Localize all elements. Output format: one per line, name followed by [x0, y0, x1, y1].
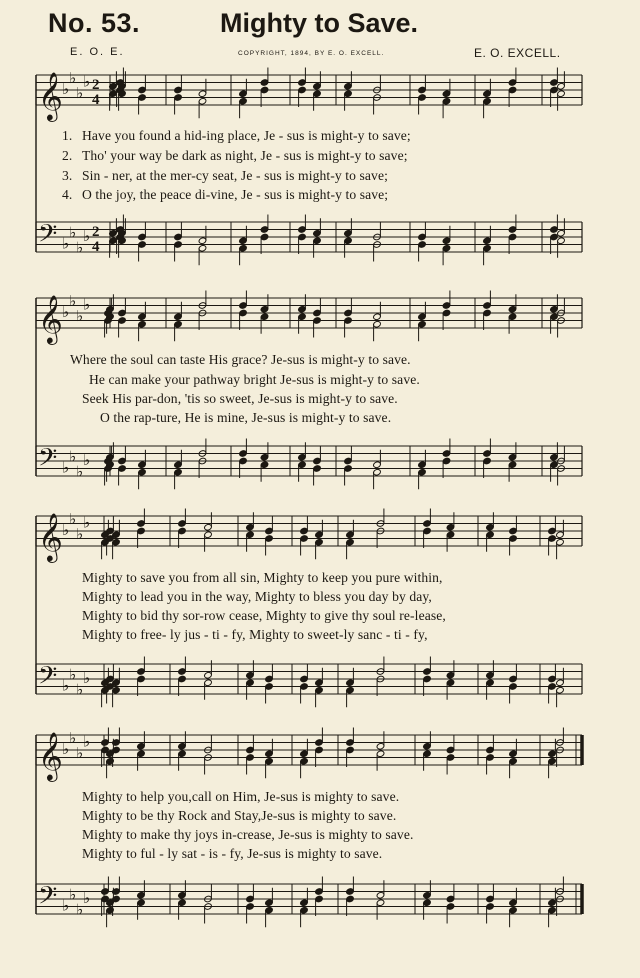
- flat-icon: ♭: [69, 728, 77, 747]
- flat-icon: ♭: [83, 72, 91, 91]
- time-sig-top: 2: [92, 224, 100, 240]
- lyric-text: Have you found a hid-ing place, Je - sus is might-y to save;: [82, 128, 411, 143]
- flat-icon: ♭: [83, 669, 91, 687]
- flat-icon: ♭: [62, 676, 70, 695]
- flat-icon: ♭: [69, 885, 77, 904]
- verse-number: 2.: [62, 148, 73, 163]
- lyric-line: Mighty to make thy joys in-crease, Je-sus is mighty to save.: [82, 827, 414, 842]
- lyric-line: Mighty to ful - ly sat - is - fy, Je-sus is mighty to save.: [82, 846, 383, 861]
- lyric-line: [62, 187, 388, 203]
- treble-clef-icon: 𝄞: [38, 294, 63, 343]
- verse-number: 4.: [62, 187, 73, 202]
- lyric-text: O the joy, the peace di-vine, Je - sus is might-y to save;: [82, 187, 389, 202]
- lyric-line: Where the soul can taste His grace? Je-sus is might-y to save.: [70, 352, 411, 367]
- lyric-text: Sin - ner, at the mer-cy seat, Je - sus is might-y to save;: [82, 168, 388, 183]
- treble-clef-icon: 𝄞: [38, 71, 63, 120]
- lyric-line: Seek His par-don, 'tis so sweet, Je-sus is might-y to save.: [82, 391, 398, 406]
- lyric-line: Mighty to free- ly jus - ti - fy, Mighty to sweet-ly sanc - ti - fy,: [82, 627, 428, 642]
- flat-icon: ♭: [62, 234, 70, 253]
- flat-icon: ♭: [62, 740, 70, 758]
- flat-icon: ♭: [76, 680, 84, 699]
- flat-icon: ♭: [83, 732, 91, 751]
- verse-number: 3.: [62, 168, 73, 183]
- flat-icon: ♭: [62, 896, 70, 915]
- flat-icon: ♭: [76, 238, 84, 257]
- flat-icon: ♭: [83, 227, 91, 245]
- flat-icon: ♭: [83, 295, 91, 314]
- flat-icon: ♭: [83, 513, 91, 532]
- flat-icon: ♭: [83, 451, 91, 469]
- music-credit: E. O. EXCELL.: [474, 46, 561, 60]
- lyric-line: He can make your pathway bright Je-sus is might-y to save.: [89, 372, 420, 387]
- lyric-line: Mighty to bid thy sor-row cease, Mighty to give thy soul re-lease,: [82, 608, 446, 623]
- flat-icon: ♭: [76, 306, 84, 325]
- time-sig-top: 2: [92, 77, 100, 93]
- lyric-line: Mighty to be thy Rock and Stay,Je-sus is mighty to save.: [82, 808, 397, 823]
- lyric-line: [62, 128, 411, 144]
- bass-clef-icon: 𝄢: [38, 881, 58, 917]
- bass-clef-icon: 𝄢: [38, 219, 58, 255]
- flat-icon: ♭: [76, 900, 84, 919]
- verse-number: 1.: [62, 128, 73, 143]
- flat-icon: ♭: [62, 521, 70, 539]
- lyric-line: Mighty to help you,call on Him, Je-sus is mighty to save.: [82, 789, 400, 804]
- flat-icon: ♭: [62, 303, 70, 321]
- lyric-line: Mighty to lead you in the way, Mighty to bless you day by day,: [82, 589, 432, 604]
- bass-clef-icon: 𝄢: [38, 661, 58, 697]
- flat-icon: ♭: [69, 223, 77, 242]
- flat-icon: ♭: [76, 743, 84, 762]
- flat-icon: ♭: [69, 291, 77, 310]
- hymn-number: No. 53.: [48, 8, 141, 38]
- flat-icon: ♭: [83, 889, 91, 907]
- flat-icon: ♭: [76, 524, 84, 543]
- flat-icon: ♭: [69, 665, 77, 684]
- flat-icon: ♭: [62, 458, 70, 477]
- flat-icon: ♭: [69, 68, 77, 87]
- time-sig-bottom: 4: [92, 92, 100, 108]
- flat-icon: ♭: [62, 80, 70, 98]
- flat-icon: ♭: [76, 83, 84, 102]
- lyric-line: [62, 148, 408, 164]
- flat-icon: ♭: [69, 447, 77, 466]
- bass-clef-icon: 𝄢: [38, 443, 58, 479]
- treble-clef-icon: 𝄞: [38, 512, 63, 561]
- words-credit: E. O. E.: [70, 46, 125, 58]
- flat-icon: ♭: [69, 509, 77, 528]
- hymn-title: Mighty to Save.: [220, 8, 419, 38]
- lyric-line: Mighty to save you from all sin, Mighty to keep you pure within,: [82, 570, 443, 585]
- lyric-line: [62, 168, 388, 184]
- copyright-notice: COPYRIGHT, 1894, BY E. O. EXCELL.: [238, 50, 385, 57]
- lyric-line: O the rap-ture, He is mine, Je-sus is might-y to save.: [100, 410, 392, 425]
- time-sig-bottom: 4: [92, 239, 100, 255]
- treble-clef-icon: 𝄞: [38, 731, 63, 780]
- flat-icon: ♭: [76, 462, 84, 481]
- lyric-text: Tho' your way be dark as night, Je - sus is might-y to save;: [82, 148, 408, 163]
